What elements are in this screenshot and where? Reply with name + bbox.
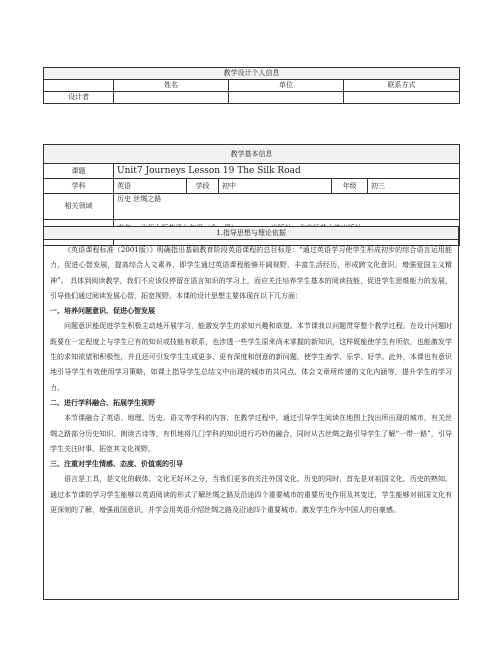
personal-info-title: 教学设计个人信息 xyxy=(44,68,460,80)
paragraph-3: 语言是工具，是文化的载体。文化无好坏之分，当我们更多的关注外国文化、历史的同时，首先是对祖国文化、历史的熟知。通过本节课的学习学生能够以英语阅读的形式了解丝绸之路及沿途四个重要城市的重要历史作用及其变迁，学生能够对祖国文化有更深刻的了解，增强祖国意识，并学会用英语介绍丝绸之路及沿途四个重要城市。激发学生作为中国人的自豪感。 xyxy=(50,475,452,515)
subject-value: 英语 xyxy=(114,179,187,194)
col-unit: 单位 xyxy=(229,80,344,92)
col-contact: 联系方式 xyxy=(344,80,460,92)
paragraph-2: 本节课融合了英语、地理、历史、语文等学科的内容，在教学过程中，通过引导学生阅读在地图上找出所出现的城市，有关丝绸之路部分历史知识、朗读古诗等，有机地将几门学科的知识进行巧妙的融合，同时从古丝绸之路引导学生了解“一带一路”，引导学生关注时事、拓宽其文化视野。 xyxy=(50,414,452,453)
stage-label: 学段 xyxy=(187,179,219,194)
designer-unit-cell xyxy=(229,92,344,104)
field-label: 相关领域 xyxy=(44,194,114,220)
field-value: 历史 丝绸之路 xyxy=(114,194,460,220)
heading-1: 一、培养问题意识、促进心智发展 xyxy=(50,307,155,316)
designer-name-cell xyxy=(114,92,229,104)
blank-cell xyxy=(44,80,114,92)
basic-info-title: 教学基本信息 xyxy=(44,145,460,164)
designer-label: 设计者 xyxy=(44,92,114,104)
topic-label: 课题 xyxy=(44,164,114,179)
stage-value: 初中 xyxy=(219,179,332,194)
section-title: 1.指导思想与理论依据 xyxy=(44,227,458,240)
designer-contact-cell xyxy=(344,92,460,104)
col-name: 姓名 xyxy=(114,80,229,92)
intro-paragraph: 《英语课程标准（2001版）》明确指出基础教育阶段英语课程的总目标是：“通过英语学习使学生形成初步的综合语言运用能力，促进心智发展，提高综合人文素养，即学生通过英语课程能够开阔视野，丰富生活经历，形成跨文化意识，增强爱国主义精神”。 具体到阅读教学，我们不应该仅停留在语言知识的学习上，而应关注培养学生基本的阅读技能，促进学生思维能力的发展，引导他们通过阅读发展心智，拓宽视野。本课的设计思想主要体现在以下几方面： xyxy=(50,246,452,300)
guiding-ideology-section xyxy=(43,226,459,600)
grade-label: 年级 xyxy=(332,179,368,194)
personal-info-table xyxy=(43,67,460,104)
grade-value: 初三 xyxy=(368,179,460,194)
paragraph-1: 问题意识能促进学生积极主动地开展学习，能激发学生的求知兴趣和欲望。本节课我以问题贯穿整个教学过程。在设计问题时既要在一定程度上与学生已有的知识或技能有联系，也涉透一些学生原来尚未掌握的新知识，这样既能使学生有所依，也能激发学生的求知欲望和积极性，并且还可引发学生生成更多、更有深度和创意的新问题，使学生善学、乐学、好学。此外，本课也有意识地引导学生有效使用学习策略，如课上指导学生总结文中出现的城市的共同点、体会文章所传递的文化内涵等，提升学生的学习力。 xyxy=(50,322,452,392)
heading-2: 二、进行学科融合、拓展学生视野 xyxy=(50,398,155,407)
heading-3: 三、注重对学生情感、态度、价值观的引导 xyxy=(50,460,183,469)
subject-label: 学科 xyxy=(44,179,114,194)
topic-value: Unit7 Journeys Lesson 19 The Silk Road xyxy=(114,164,460,179)
